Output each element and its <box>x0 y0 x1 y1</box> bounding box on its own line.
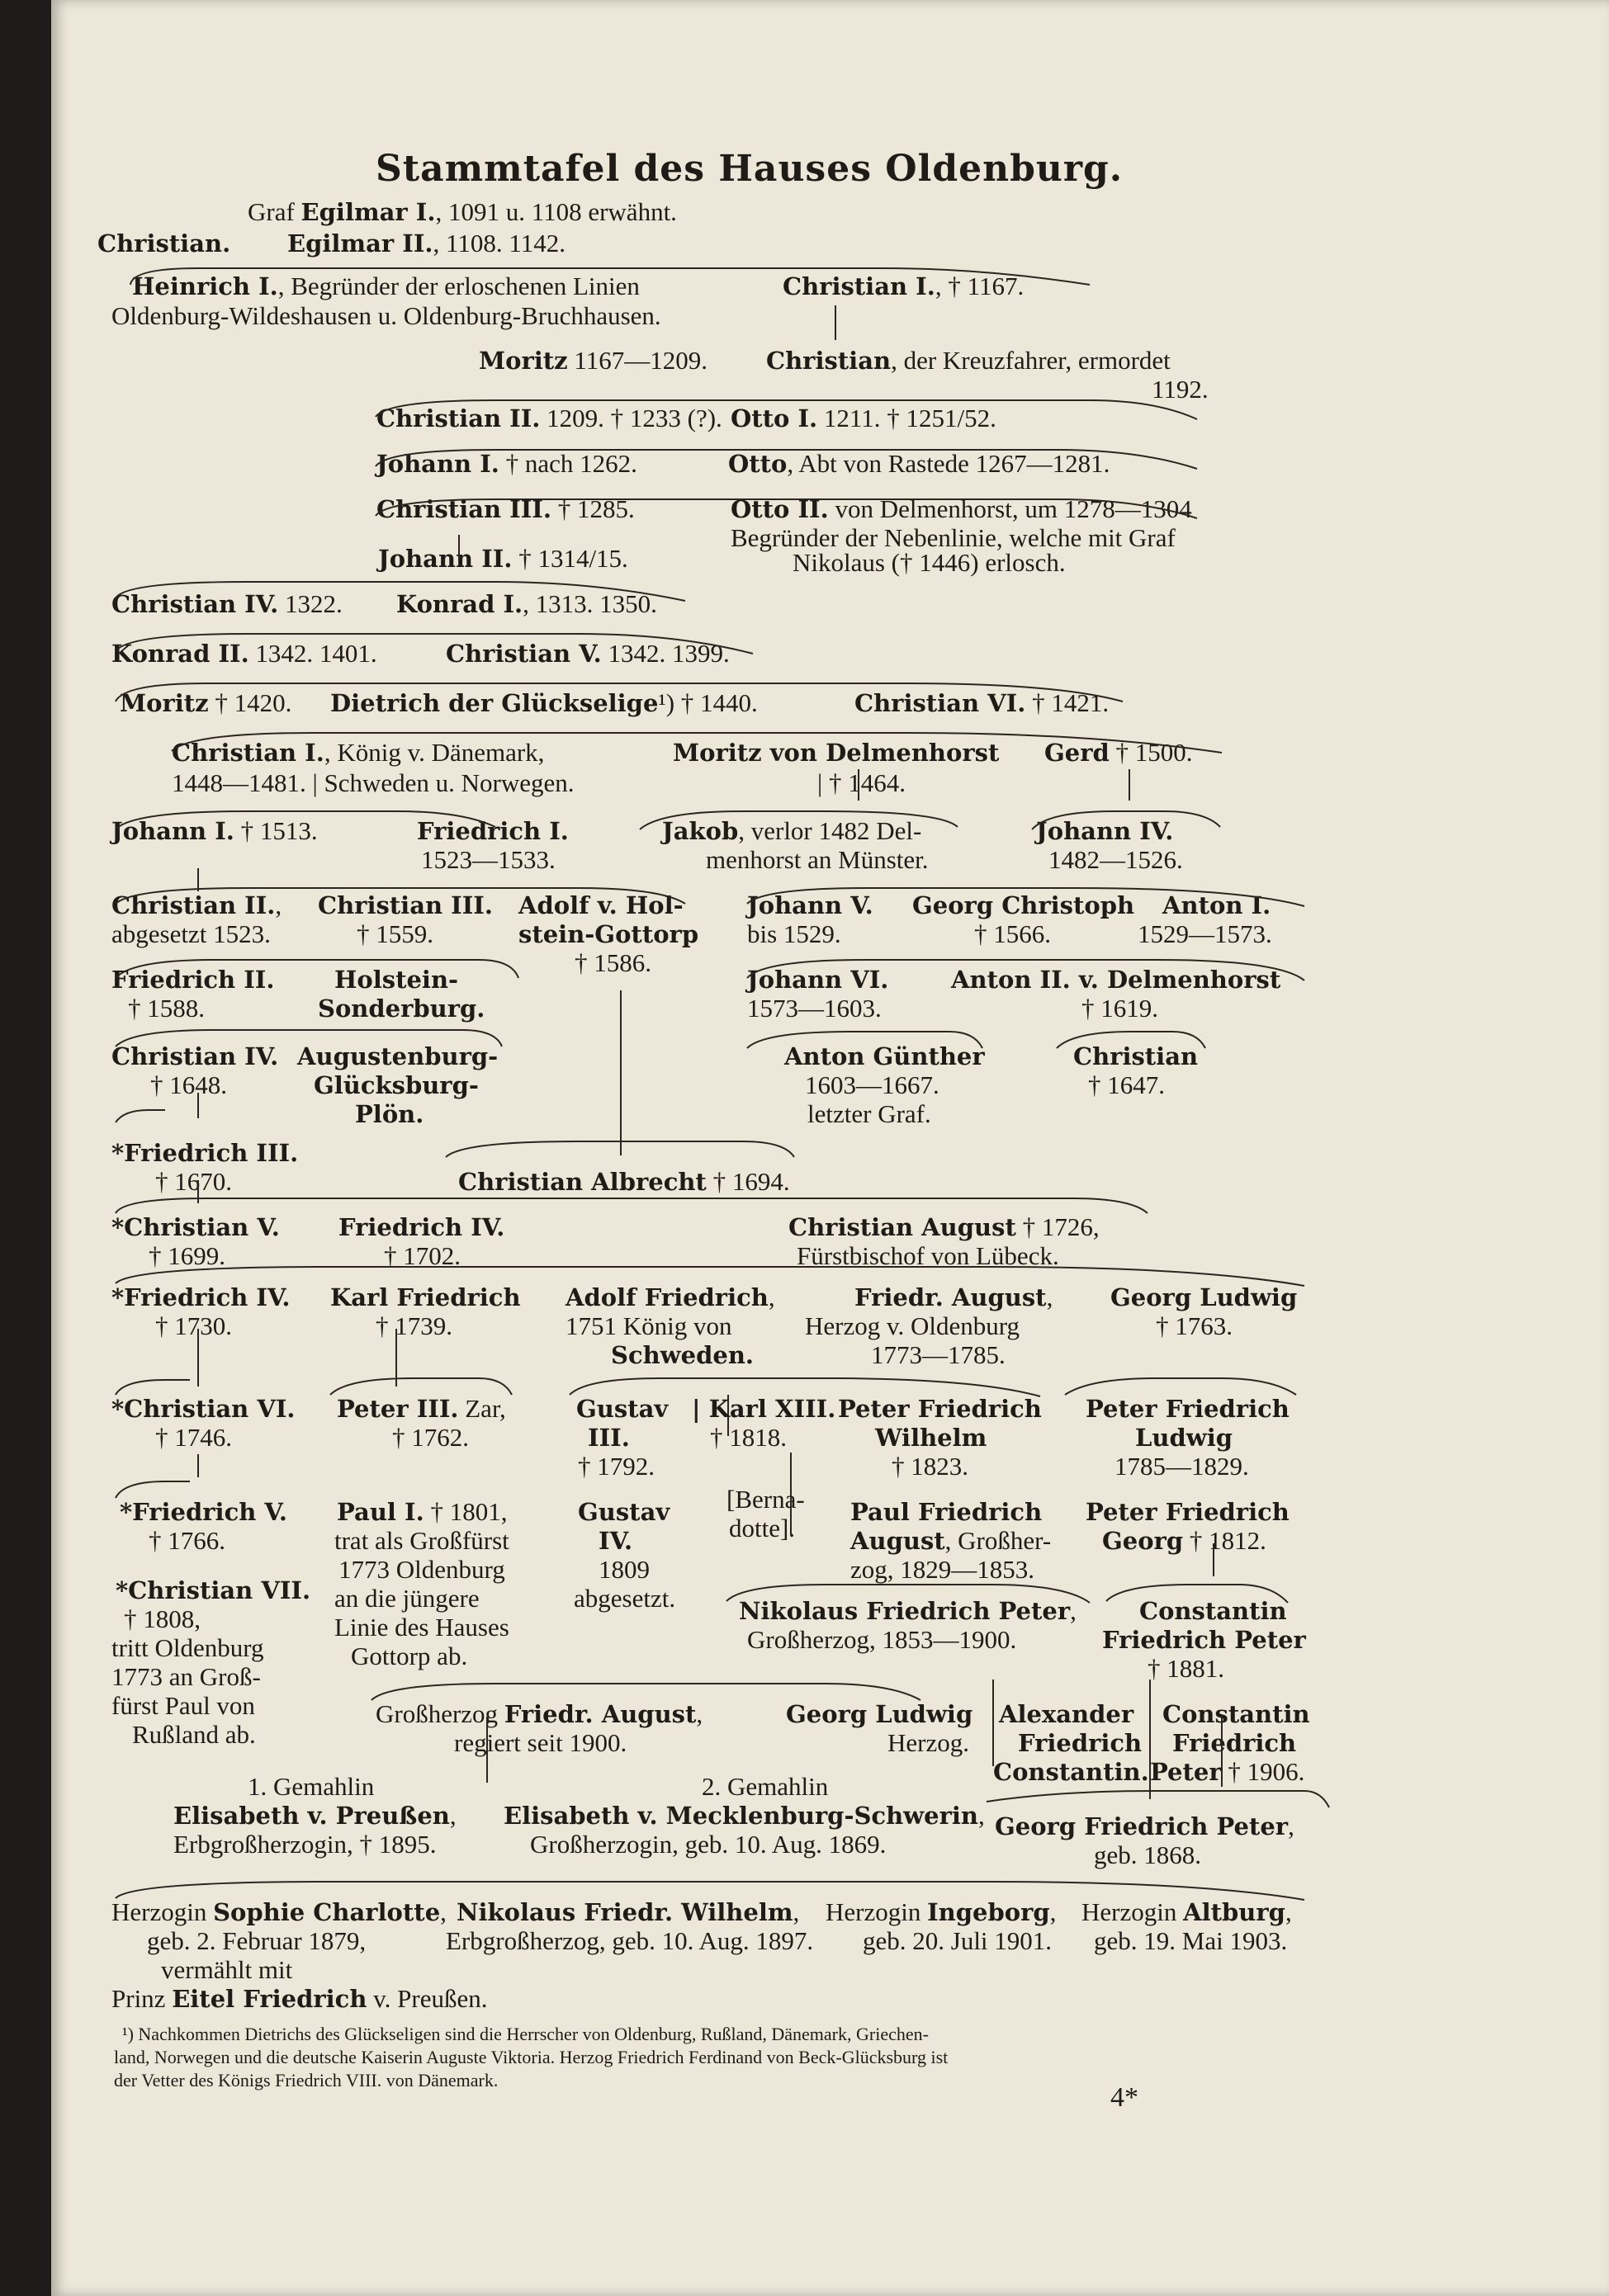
person-name: Adolf Friedrich <box>566 1283 769 1311</box>
footnote-line-1: ¹) Nachkommen Dietrichs des Glückseligen sind die Herrscher von Oldenburg, Rußland, Dänemark, Griechen- <box>122 2024 929 2044</box>
entry-text: , 1108. 1142. <box>433 229 566 257</box>
entry-text: Rußland ab. <box>132 1720 256 1749</box>
person-name: Christian <box>766 347 892 375</box>
person-name: Georg Ludwig <box>1110 1283 1298 1311</box>
entry-text: 1773 an Groß- <box>111 1662 261 1691</box>
entry-text: † nach 1262. <box>499 449 637 478</box>
person-name: Nikolaus Friedr. Wilhelm <box>457 1898 793 1926</box>
entry-text: [Berna- <box>726 1485 805 1514</box>
person-name: Christian II. <box>111 891 276 919</box>
person-name: Georg Friedrich Peter <box>995 1812 1289 1840</box>
person-name: Georg Ludwig <box>786 1700 973 1728</box>
entry-text: 1603—1667. <box>805 1070 939 1099</box>
entry-text: , verlor 1482 Del- <box>738 816 922 845</box>
entry-text: 1529—1573. <box>1138 919 1272 948</box>
entry-text: † 1881. <box>1148 1654 1224 1683</box>
person-name: Christian II. <box>376 404 541 432</box>
entry-text: geb. 2. Februar 1879, <box>147 1926 367 1955</box>
entry-text: v. Preußen. <box>367 1984 488 2013</box>
entry-text: † 1619. <box>1081 994 1158 1023</box>
entry-text: † 1314/15. <box>512 544 628 573</box>
entry-text: 1. Gemahlin <box>248 1772 375 1801</box>
entry-text: † 1647. <box>1088 1070 1165 1099</box>
entry-text: 2. Gemahlin <box>702 1772 829 1801</box>
entry-text: † 1818. <box>710 1423 787 1452</box>
entry-text: , der Kreuzfahrer, ermordet <box>891 346 1171 375</box>
person-name: Elisabeth v. Mecklenburg-Schwerin <box>504 1802 978 1830</box>
entry-text: geb. 19. Mai 1903. <box>1094 1926 1288 1955</box>
entry-text: † 1730. <box>155 1311 232 1340</box>
entry-text: † 1566. <box>974 919 1051 948</box>
person-name: Adolf v. Hol- <box>518 891 684 919</box>
entry-text: an die jüngere <box>334 1584 480 1613</box>
person-name: Constantin. <box>993 1758 1149 1786</box>
entry-text: tritt Oldenburg <box>111 1633 264 1662</box>
person-name: Friedrich IV. <box>338 1213 505 1241</box>
person-name: Paul Friedrich <box>850 1498 1043 1526</box>
person-name: August <box>850 1527 945 1555</box>
entry-text: † 1648. <box>150 1070 227 1099</box>
entry-text: † 1766. <box>149 1526 225 1555</box>
person-name: III. <box>588 1424 630 1452</box>
entry-text: , Großher- <box>944 1526 1052 1555</box>
person-name: Moritz <box>479 347 568 375</box>
person-name: Johann II. <box>378 545 513 573</box>
entry-text: Herzogin <box>1081 1897 1184 1926</box>
person-name: Schweden. <box>611 1341 755 1369</box>
person-name: Otto <box>728 450 788 478</box>
person-name: Augustenburg- <box>297 1042 499 1070</box>
entry-text: 1482—1526. <box>1048 845 1183 874</box>
person-name: Karl Friedrich <box>330 1283 521 1311</box>
person-name: Otto II. <box>731 495 829 523</box>
entry-text: † 1588. <box>128 994 205 1023</box>
entry-text: Begründer der Nebenlinie, welche mit Graf <box>731 523 1176 552</box>
entry-text: † 1763. <box>1156 1311 1233 1340</box>
person-name: Friedr. August <box>504 1700 697 1728</box>
entry-text: Großherzog <box>376 1699 504 1728</box>
entry-text: † 1739. <box>376 1311 452 1340</box>
person-name: Gustav <box>578 1498 670 1526</box>
person-name: Egilmar I. <box>301 198 436 226</box>
person-name: Paul I. <box>337 1498 424 1526</box>
person-name: Eitel Friedrich <box>172 1985 367 2013</box>
entry-text: , <box>793 1897 800 1926</box>
entry-text: Herzogin <box>826 1897 928 1926</box>
entry-text: † 1812. <box>1183 1526 1266 1555</box>
entry-text: , Abt von Rastede 1267—1281. <box>787 449 1110 478</box>
entry-text: † 1285. <box>551 494 635 523</box>
person-name: Konrad II. <box>111 640 249 668</box>
person-name: Ingeborg <box>927 1898 1050 1926</box>
entry-text: , <box>768 1283 775 1311</box>
entry-text: zog, 1829—1853. <box>850 1555 1035 1584</box>
entry-text: † 1699. <box>149 1241 225 1270</box>
entry-text: 1773—1785. <box>871 1340 1006 1369</box>
entry-text: , <box>1285 1897 1292 1926</box>
entry-text: geb. 20. Juli 1901. <box>863 1926 1053 1955</box>
entry-text: | † 1464. <box>817 768 906 797</box>
entry-text: Herzog v. Oldenburg <box>805 1311 1020 1340</box>
entry-text: † 1694. <box>706 1167 790 1196</box>
entry-text: , <box>440 1897 447 1926</box>
entry-text: † 1500. <box>1109 738 1193 767</box>
person-name: Christian I. <box>172 739 324 767</box>
person-name: Anton II. v. Delmenhorst <box>951 966 1281 994</box>
entry-text: , <box>1288 1812 1294 1840</box>
entry-text: Prinz <box>111 1984 173 2013</box>
person-name: Moritz <box>120 689 209 717</box>
entry-text: 1192. <box>1152 375 1209 404</box>
person-name: Christian August <box>788 1213 1016 1241</box>
person-name: Moritz von Delmenhorst <box>673 739 1000 767</box>
entry-text: Erbgroßherzogin, † 1895. <box>173 1830 437 1859</box>
person-name: Johann I. <box>111 817 234 845</box>
entry-text: 1167—1209. <box>567 346 707 375</box>
entry-text: 1785—1829. <box>1114 1452 1249 1481</box>
entry-text: 1211. † 1251/52. <box>817 404 996 432</box>
person-name: Egilmar II. <box>287 229 433 257</box>
person-name: *Christian V. <box>111 1213 280 1241</box>
entry-text: 1773 Oldenburg <box>338 1555 505 1584</box>
person-name: Christian. <box>97 229 231 257</box>
entry-text: † 1586. <box>575 948 651 977</box>
person-name: Plön. <box>355 1100 424 1128</box>
person-name: Alexander <box>999 1700 1134 1728</box>
person-name: Otto I. <box>731 404 818 432</box>
entry-text: , Begründer der erloschenen Linien <box>277 272 640 300</box>
entry-text: † 1801, <box>424 1497 508 1526</box>
person-name: Georg <box>1102 1527 1184 1555</box>
entry-text: Fürstbischof von Lübeck. <box>797 1241 1059 1270</box>
page-title: Stammtafel des Hauses Oldenburg. <box>376 148 1124 190</box>
entry-text: 1342. 1401. <box>248 639 377 668</box>
entry-text: , † 1167. <box>935 272 1025 300</box>
entry-text: von Delmenhorst, um 1278—1304 <box>828 494 1192 523</box>
person-name: Johann I. <box>376 450 499 478</box>
person-name: Konrad I. <box>396 590 523 618</box>
entry-text: trat als Großfürst <box>334 1526 509 1555</box>
entry-text: , <box>1070 1596 1077 1625</box>
person-name: Anton Günther <box>784 1042 985 1070</box>
person-name: Ludwig <box>1135 1424 1233 1452</box>
person-name: Friedrich II. <box>111 966 275 994</box>
person-name: *Christian VI. <box>111 1395 296 1423</box>
person-name: *Friedrich III. <box>111 1139 299 1167</box>
entry-text: † 1559. <box>357 919 433 948</box>
entry-text: , <box>1049 1897 1057 1926</box>
entry-text: Großherzogin, geb. 10. Aug. 1869. <box>530 1830 887 1859</box>
person-name: Christian IV. <box>111 590 279 618</box>
footnote-line-2: land, Norwegen und die deutsche Kaiserin Auguste Viktoria. Herzog Friedrich Ferdinand von Beck-Glücksburg ist <box>114 2047 949 2067</box>
person-name: Gustav <box>576 1395 669 1423</box>
person-name: Glücksburg- <box>314 1071 479 1099</box>
entry-text: Nikolaus († 1446) erlosch. <box>793 548 1066 577</box>
person-name: Johann VI. <box>747 966 889 994</box>
entry-text: † 1762. <box>392 1423 469 1452</box>
entry-text: † 1823. <box>892 1452 968 1481</box>
entry-text: Gottorp ab. <box>351 1642 468 1670</box>
entry-text: letzter Graf. <box>807 1099 931 1128</box>
person-name: *Christian VII. <box>116 1576 311 1604</box>
entry-text: Oldenburg-Wildeshausen u. Oldenburg-Bruchhausen. <box>111 301 661 330</box>
person-name: Christian IV. <box>111 1042 279 1070</box>
person-name: Elisabeth v. Preußen <box>173 1802 450 1830</box>
entry-text: 1209. † 1233 (?). <box>540 404 722 432</box>
entry-text: fürst Paul von <box>111 1691 255 1720</box>
person-name: Dietrich der Glückselige <box>330 689 659 717</box>
person-name: Altburg <box>1183 1898 1285 1926</box>
person-name: Constantin <box>1139 1597 1287 1625</box>
person-name: Jakob <box>662 817 739 845</box>
person-name: Peter <box>1150 1758 1222 1786</box>
page-number: 4* <box>1110 2082 1138 2113</box>
footnote-line-3: der Vetter des Königs Friedrich VIII. von Dänemark. <box>114 2070 499 2090</box>
person-name: Friedr. August <box>854 1283 1047 1311</box>
entry-text: † 1808, <box>124 1604 201 1633</box>
person-name: Friedrich I. <box>417 817 569 845</box>
entry-text: 1322. <box>278 589 343 618</box>
entry-text: † 1513. <box>234 816 318 845</box>
entry-text: , <box>449 1801 457 1830</box>
person-name: Georg Christoph <box>912 891 1135 919</box>
person-name: Friedrich Peter <box>1102 1626 1306 1654</box>
entry-text: † 1421. <box>1025 688 1110 717</box>
entry-text: regiert seit 1900. <box>454 1728 627 1757</box>
person-name: Holstein- <box>334 966 459 994</box>
person-name: Johann V. <box>747 891 873 919</box>
entry-text: 1448—1481. | Schweden u. Norwegen. <box>172 768 575 797</box>
entry-text: † 1906. <box>1221 1757 1305 1786</box>
entry-text: † 1702. <box>384 1241 461 1270</box>
person-name: Christian VI. <box>854 689 1026 717</box>
person-name: Christian III. <box>376 495 551 523</box>
entry-text: Großherzog, 1853—1900. <box>747 1625 1017 1654</box>
person-name: | Karl XIII. <box>692 1395 836 1423</box>
person-name: Peter III. <box>337 1395 459 1423</box>
person-name: Anton I. <box>1162 891 1271 919</box>
entry-text: , 1313. 1350. <box>523 589 657 618</box>
entry-text: , <box>275 891 282 919</box>
entry-text: 1573—1603. <box>747 994 882 1023</box>
person-name: *Friedrich V. <box>120 1498 287 1526</box>
entry-text: Graf <box>248 197 301 226</box>
person-name: Heinrich I. <box>132 272 278 300</box>
entry-text: 1523—1533. <box>421 845 556 874</box>
entry-text: , <box>1046 1283 1053 1311</box>
entry-text: Erbgroßherzog, geb. 10. Aug. 1897. <box>446 1926 814 1955</box>
person-name: Johann IV. <box>1036 817 1174 845</box>
person-name: IV. <box>599 1527 633 1555</box>
entry-text: geb. 1868. <box>1094 1840 1202 1869</box>
entry-text: vermählt mit <box>161 1955 293 1984</box>
person-name: Christian III. <box>318 891 493 919</box>
entry-text: † 1670. <box>155 1167 232 1196</box>
entry-text: bis 1529. <box>747 919 841 948</box>
entry-text: 1342. 1399. <box>601 639 730 668</box>
person-name: Constantin <box>1162 1700 1310 1728</box>
person-name: Peter Friedrich <box>1086 1498 1290 1526</box>
entry-text: Zar, <box>458 1394 506 1423</box>
person-name: Wilhelm <box>875 1424 987 1452</box>
person-name: Peter Friedrich <box>838 1395 1042 1423</box>
entry-text: abgesetzt. <box>574 1584 676 1613</box>
entry-text: † 1420. <box>208 688 292 717</box>
entry-text: , König v. Dänemark, <box>324 738 545 767</box>
entry-text: dotte]. <box>729 1514 796 1542</box>
person-name: Christian Albrecht <box>458 1168 707 1196</box>
person-name: Friedrich <box>1172 1729 1297 1757</box>
person-name: *Friedrich IV. <box>111 1283 291 1311</box>
entry-text: menhorst an Münster. <box>706 845 929 874</box>
entry-text: , 1091 u. 1108 erwähnt. <box>435 197 677 226</box>
person-name: Sophie Charlotte <box>213 1898 441 1926</box>
entry-text: 1751 König von <box>566 1311 732 1340</box>
entry-text: † 1746. <box>155 1423 232 1452</box>
entry-text: ¹) † 1440. <box>658 688 758 717</box>
entry-text: Linie des Hauses <box>334 1613 509 1642</box>
person-name: Nikolaus Friedrich Peter <box>739 1597 1071 1625</box>
entry-text: abgesetzt 1523. <box>111 919 271 948</box>
person-name: Christian <box>1073 1042 1199 1070</box>
entry-text: 1809 <box>599 1555 650 1584</box>
person-name: Christian I. <box>783 272 935 300</box>
entry-text: Herzogin <box>111 1897 214 1926</box>
person-name: stein-Gottorp <box>518 920 699 948</box>
entry-text: † 1726, <box>1015 1212 1100 1241</box>
person-name: Peter Friedrich <box>1086 1395 1290 1423</box>
person-name: Gerd <box>1044 739 1110 767</box>
entry-text: † 1792. <box>578 1452 655 1481</box>
entry-text: , <box>977 1801 985 1830</box>
person-name: Friedrich <box>1018 1729 1143 1757</box>
person-name: Christian V. <box>446 640 602 668</box>
entry-text: Herzog. <box>887 1728 969 1757</box>
entry-text: , <box>696 1699 703 1728</box>
person-name: Sonderburg. <box>318 994 485 1023</box>
